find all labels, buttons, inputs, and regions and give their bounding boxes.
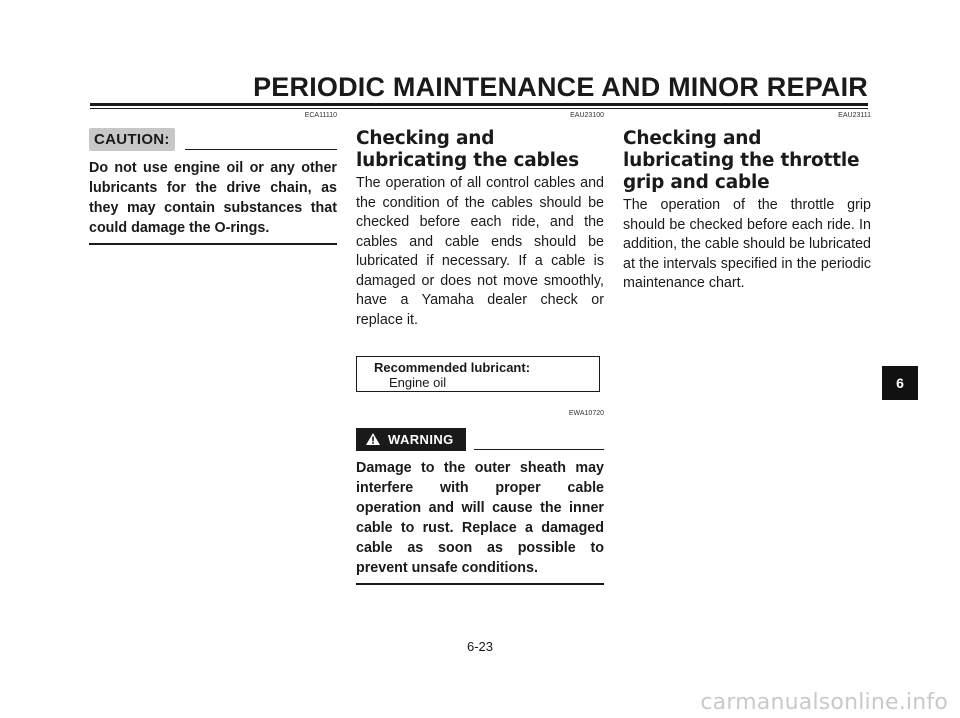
- warning-text: Damage to the outer sheath may interfere with proper cable operation and will cause the inner cable to rust. Replace a damaged cable as soon as possible to prevent unsafe conditions.: [356, 460, 604, 576]
- caution-header: [89, 126, 337, 152]
- header-rule-thin: [90, 108, 868, 109]
- warning-header: [356, 426, 604, 452]
- section-body: The operation of the throttle grip should be checked before each ride. In addition, the cable should be lubricated at the intervals specified in the periodic maintenance chart.: [623, 197, 871, 291]
- section-code: ECA11110: [304, 112, 337, 119]
- caution-rule: [185, 149, 337, 150]
- warning-badge: [356, 428, 466, 451]
- lubricant-title: Recommended lubricant:: [374, 360, 531, 375]
- column-cables: [356, 112, 604, 585]
- caution-end-rule: [89, 243, 337, 245]
- lubricant-box: [356, 356, 600, 392]
- warning-rule: [474, 449, 604, 450]
- caution-text: Do not use engine oil or any other lubricants for the drive chain, as they may contain substances that could damage the O-rings.: [89, 160, 337, 236]
- section-code: EAU23111: [838, 112, 871, 119]
- section-body: The operation of all control cables and the condition of the cables should be checked before each ride, and the cables and cable ends should be lubricated if necessary. If a cable is damaged or does not move smoothly, have a Yamaha dealer check or replace it.: [356, 175, 604, 328]
- watermark-text: carmanualsonline.info: [700, 690, 948, 715]
- header-rule: [90, 103, 868, 106]
- section-heading: Checking and lubricating the cables: [356, 128, 579, 171]
- section-heading: Checking and lubricating the throttle grip and cable: [623, 128, 860, 193]
- caution-label: CAUTION:: [89, 128, 175, 151]
- warning-code: EWA10720: [568, 410, 604, 417]
- lubricant-value: Engine oil: [389, 375, 447, 390]
- chapter-tab: 6: [882, 366, 918, 400]
- section-code: EAU23100: [570, 112, 604, 119]
- warning-triangle-icon: [366, 433, 380, 445]
- page-number: 6-23: [466, 639, 494, 654]
- warning-end-rule: [356, 583, 604, 585]
- page-title: PERIODIC MAINTENANCE AND MINOR REPAIR: [253, 72, 868, 102]
- warning-label: WARNING: [388, 431, 454, 447]
- column-throttle: [623, 112, 871, 294]
- column-caution: [89, 112, 337, 245]
